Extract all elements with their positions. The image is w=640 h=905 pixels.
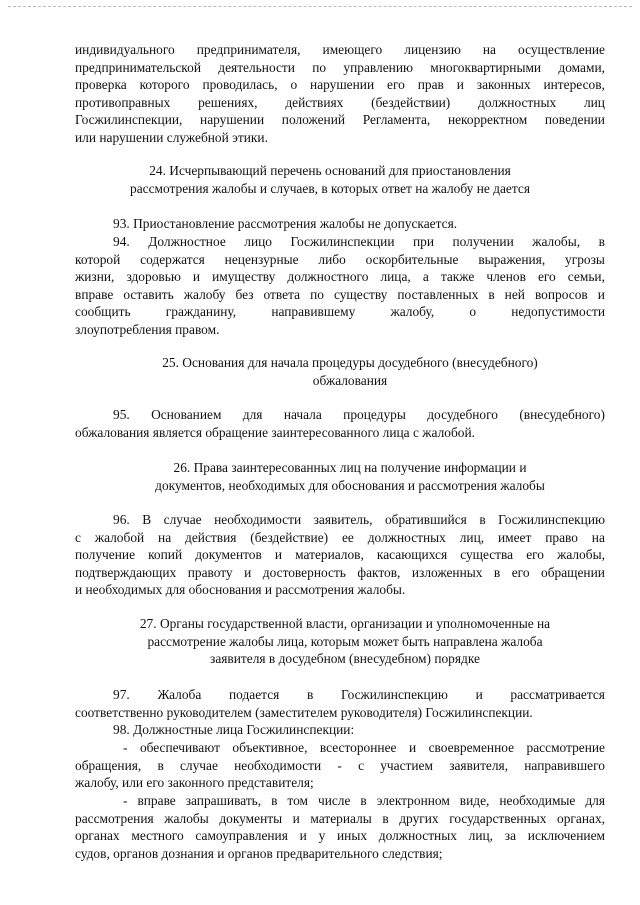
word: имеет [497, 529, 532, 545]
word: обратившийся [384, 512, 467, 527]
text-line [75, 546, 605, 564]
word: действия [185, 529, 237, 545]
text-line [75, 810, 605, 828]
word: всестороннее [319, 740, 397, 755]
word: о [290, 77, 298, 93]
word: правоту [187, 564, 233, 580]
text-line [75, 303, 605, 321]
word: семьи, [567, 269, 605, 285]
word: лицо [244, 234, 272, 249]
word: должностных [378, 828, 457, 844]
word: решениях, [198, 94, 258, 110]
word: домами, [558, 59, 605, 75]
word: рассмотрения [75, 810, 154, 826]
word: недопустимости [511, 304, 605, 320]
word: жалобы [164, 810, 209, 826]
word: рассматривается [510, 687, 605, 702]
word: по [310, 286, 324, 302]
word: в [488, 286, 495, 302]
word: направившего [524, 757, 605, 773]
word: прав [417, 77, 444, 93]
word: а [422, 269, 429, 285]
text-line [75, 757, 605, 775]
word: содержатся [140, 251, 205, 267]
word: действиях [285, 94, 344, 110]
word: жалобы, [532, 234, 581, 249]
word: Госжилинспекции, [75, 112, 183, 128]
text-line [75, 286, 605, 304]
word: для [242, 407, 263, 422]
word: которой [75, 251, 121, 267]
heading-line: рассмотрения жалобы и случаев, в которых ответ на жалобу не дается [130, 180, 530, 196]
word: в [360, 793, 367, 808]
heading-line: обжалования [312, 372, 388, 388]
word: с [75, 529, 81, 545]
text-line [75, 529, 605, 547]
word: в [479, 512, 486, 527]
word: и [597, 286, 605, 302]
word: изложенных [411, 564, 483, 580]
word: участием [380, 757, 433, 773]
word: либо [318, 251, 346, 267]
word: 95. [113, 407, 130, 422]
word: документы [219, 810, 283, 826]
word: Госжилинспекции [290, 234, 395, 249]
word: в [157, 757, 164, 773]
word: выражения, [478, 251, 546, 267]
word: местного [131, 828, 184, 844]
word: подтверждающих [75, 564, 177, 580]
word: жизни, [75, 269, 115, 285]
word: жалобу, [390, 304, 435, 320]
word: копий [148, 547, 183, 563]
text-line [75, 406, 605, 424]
word: 97. [113, 687, 130, 702]
word: электронном [376, 793, 450, 808]
word: документов [195, 547, 262, 563]
word: (бездействии) [371, 94, 451, 110]
word: лиц, [468, 828, 494, 844]
word: должностных [478, 94, 557, 110]
text-line [75, 739, 605, 757]
word: ней [504, 286, 525, 302]
word: в [382, 810, 389, 826]
word: и [299, 828, 307, 844]
word: в [493, 564, 501, 580]
text-line [75, 233, 605, 251]
word: (бездействие) [250, 529, 329, 545]
word: проводилась, [202, 77, 278, 93]
word: должностных [367, 529, 446, 545]
word: - [123, 740, 128, 755]
text-line: обжалования является обращение заинтересованного лица с жалобой. [75, 424, 475, 440]
word: о [469, 304, 477, 320]
word: обращении [541, 564, 605, 580]
heading-line: 25. Основания для начала процедуры досудебного (внесудебного) [162, 355, 538, 370]
paragraph-97 [75, 686, 605, 721]
text-line: судов, органов дознания и органов предварительного следствия; [75, 845, 443, 861]
word: необходимые [499, 793, 576, 808]
list-item-2 [75, 792, 605, 862]
word: многоквартирными [430, 59, 542, 75]
text-line: злоупотребления правом. [75, 321, 220, 337]
word: жалобу [183, 286, 226, 302]
paragraph-98 [75, 721, 605, 739]
word: которого [139, 77, 190, 93]
heading-line: документов, необходимых для обоснования и рассмотрения жалобы [155, 477, 545, 493]
word: осуществление [518, 42, 605, 57]
word: случае [163, 512, 202, 527]
word: - [123, 793, 128, 808]
word: лицензию [404, 42, 461, 57]
word: на [158, 529, 172, 545]
word: предпринимательской [75, 59, 201, 75]
word: вправе [75, 286, 114, 302]
page-top-border [8, 6, 632, 7]
word: и [408, 740, 417, 755]
word: объективное, [232, 740, 308, 755]
word: подается [229, 687, 280, 702]
word: нарушении [200, 112, 265, 128]
word: и [244, 564, 252, 580]
word: его [511, 564, 530, 580]
word: на [482, 42, 497, 57]
section-heading-27 [100, 615, 590, 668]
word: начала [283, 407, 322, 422]
word: положений [281, 112, 346, 128]
section-heading-26 [110, 459, 590, 494]
word: лиц [583, 94, 605, 110]
word: ее [341, 529, 354, 545]
word: его [526, 547, 544, 563]
word: в [306, 687, 314, 702]
word: В [142, 512, 152, 527]
word: на [591, 529, 605, 545]
word: вопросов [534, 286, 588, 302]
heading-line: 27. Органы государственной власти, организации и уполномоченные на [139, 616, 551, 631]
word: и [456, 77, 464, 93]
word: и [192, 269, 201, 285]
paragraph-94 [75, 233, 605, 339]
word: нарушении [310, 77, 375, 93]
word: здоровью [126, 269, 181, 285]
section-heading-25 [120, 354, 580, 389]
word: необходимости [214, 512, 302, 527]
word: Регламента, [362, 112, 431, 128]
word: интересов, [543, 77, 605, 93]
word: досудебного [427, 407, 498, 422]
word: законных [476, 77, 531, 93]
word: в [271, 793, 278, 808]
paragraph-95 [75, 406, 605, 441]
word: сообщить [75, 304, 131, 320]
word: запрашивать, [185, 793, 262, 808]
word: управлению [343, 59, 413, 75]
word: угрозы [565, 251, 605, 267]
word: поставленных [397, 286, 479, 302]
text-line: соответственно руководителем (заместителем руководителя) Госжилинспекции. [75, 704, 533, 720]
heading-line: заявителя в досудебном (внесудебном) порядке [210, 651, 480, 667]
text-line: 93. Приостановление рассмотрения жалобы не допускается. [113, 216, 458, 231]
word: за [504, 828, 517, 844]
heading-line: 26. Права заинтересованных лиц на получение информации и [173, 460, 527, 475]
word: органах, [557, 810, 605, 826]
word: его [537, 269, 556, 285]
text-line: 98. Должностные лица Госжилинспекции: [113, 722, 355, 737]
word: иных [337, 828, 368, 844]
word: - [337, 757, 342, 773]
word: проверка [75, 77, 127, 93]
word: заявитель, [313, 512, 373, 527]
word: также [440, 269, 475, 285]
text-line [75, 686, 605, 704]
text-line [75, 564, 605, 582]
word: 94. [113, 234, 130, 249]
paragraph-96 [75, 511, 605, 599]
word: право [545, 529, 578, 545]
word: и [274, 547, 283, 563]
text-line [75, 827, 605, 845]
word: 96. [113, 512, 130, 527]
word: материалы [310, 810, 372, 826]
word: по [312, 59, 327, 75]
word: направившему [271, 304, 356, 320]
list-item-1 [75, 739, 605, 792]
word: должностного [287, 269, 369, 285]
word: для [585, 793, 605, 808]
word: поведении [544, 112, 605, 128]
word: ответа [263, 286, 301, 302]
word: необходимости [234, 757, 322, 773]
text-line: или нарушении служебной этики. [75, 129, 268, 145]
word: числе [317, 793, 351, 808]
word: исключением [527, 828, 605, 844]
text-line: жалобу, или его законного представителя; [75, 775, 314, 791]
word: Основанием [151, 407, 222, 422]
text-line [75, 511, 605, 529]
word: имеющего [322, 42, 383, 57]
word: Должностное [148, 234, 226, 249]
word: органах [75, 828, 120, 844]
word: некорректном [447, 112, 528, 128]
word: других [399, 810, 439, 826]
word: с [358, 757, 365, 773]
word: гражданину, [165, 304, 237, 320]
word: обеспечивают [139, 740, 220, 755]
word: Госжилинспекцию [498, 512, 605, 527]
word: рассмотрение [526, 740, 605, 755]
word: процедуры [343, 407, 406, 422]
text-line [75, 59, 605, 77]
word: касающихся [376, 547, 448, 563]
word: своевременное [428, 740, 515, 755]
word: обращения, [75, 757, 142, 773]
word: при [412, 234, 435, 249]
paragraph-93 [75, 215, 605, 233]
word: противоправных [75, 94, 171, 110]
word: Жалоба [157, 687, 202, 702]
word: и [292, 810, 300, 826]
word: у [318, 828, 326, 844]
word: самоуправления [195, 828, 288, 844]
word: деятельности [218, 59, 295, 75]
word: существа [460, 547, 514, 563]
word: индивидуального [75, 42, 175, 57]
word: получении [452, 234, 514, 249]
word: в [598, 234, 605, 249]
word: материалов, [295, 547, 364, 563]
text-line [75, 94, 605, 112]
word: государственных [449, 810, 547, 826]
text-line [75, 41, 605, 59]
word: жалобой [94, 529, 145, 545]
word: без [235, 286, 254, 302]
text-line [75, 251, 605, 269]
paragraph-continuation [75, 41, 605, 147]
word: оставить [123, 286, 174, 302]
text-line [75, 268, 605, 286]
word: заявителя, [449, 757, 509, 773]
word: имуществу [212, 269, 276, 285]
word: фактов, [357, 564, 401, 580]
heading-line: рассмотрение жалобы лица, которым может быть направлена жалоба [147, 633, 543, 649]
word: и [475, 687, 483, 702]
word: предпринимателя, [196, 42, 301, 57]
word: достоверность [262, 564, 346, 580]
word: существу [333, 286, 388, 302]
word: лица, [380, 269, 411, 285]
heading-line: 24. Исчерпывающий перечень оснований для приостановления [149, 163, 511, 178]
word: виде, [459, 793, 490, 808]
word: жалобы, [557, 547, 605, 563]
word: членов [486, 269, 526, 285]
word: Госжилинспекцию [341, 687, 448, 702]
word: вправе [137, 793, 176, 808]
word: оскорбительные [365, 251, 459, 267]
text-line: и необходимых для обоснования и рассмотрения жалобы. [75, 582, 406, 598]
text-line [75, 792, 605, 810]
word: его [387, 77, 405, 93]
word: том [287, 793, 308, 808]
word: получение [75, 547, 136, 563]
word: (внесудебного) [519, 407, 605, 422]
text-line [75, 76, 605, 94]
text-line [75, 111, 605, 129]
word: случае [179, 757, 218, 773]
word: лиц, [459, 529, 485, 545]
word: нецензурные [224, 251, 299, 267]
section-heading-24 [100, 162, 560, 197]
